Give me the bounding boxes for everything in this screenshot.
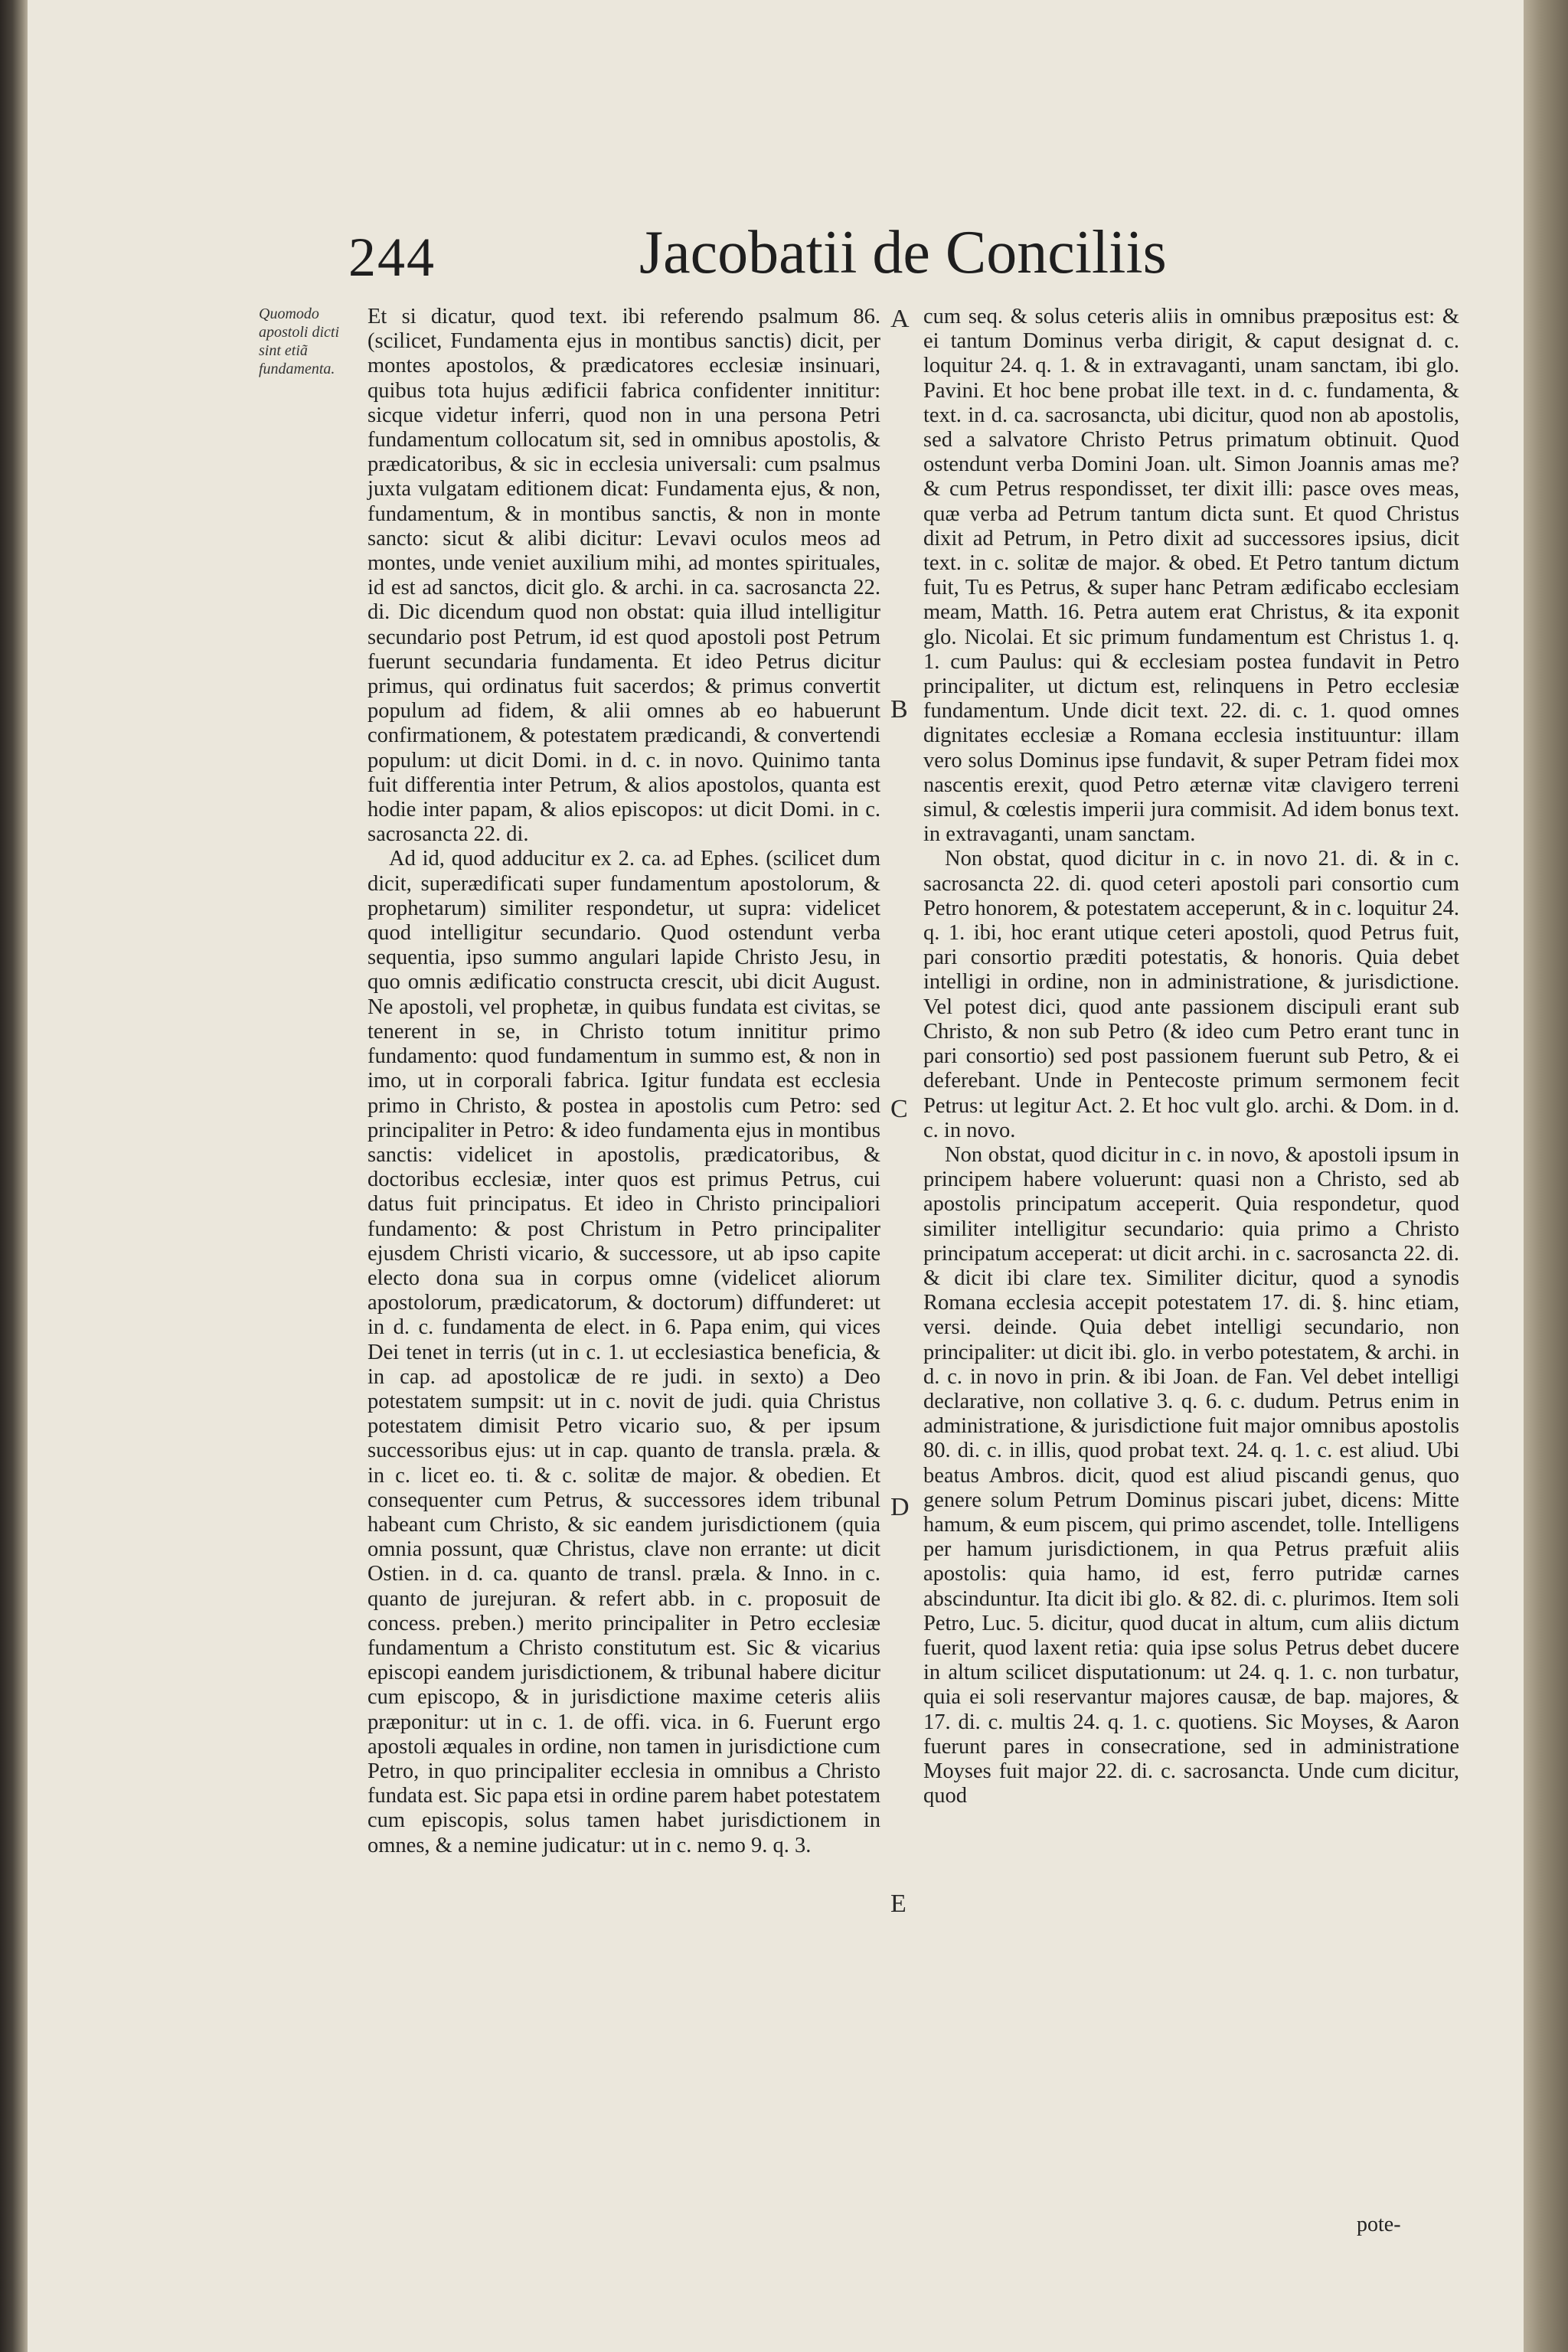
margin-letter-e: E [890,1890,906,1918]
book-spine-shadow [0,0,28,2352]
right-column [923,305,1459,1808]
right-paragraph-1: cum seq. & solus ceteris aliis in omnibus præpositus est: & ei tantum Dominus verba dirigit, & caput designat d. c. loquitur 24. q. 1. & in extravaganti, unam sanctam, ibi glo. Pavini. Et hoc bene probat ille text. in d. c. fundamenta, & text. in d. ca. sacrosancta, ubi dicitur, quod non ab apostolis, sed a salvatore Christo Petrus primatum obtinuit. Quod ostendunt verba Domini Joan. ult. Simon Joannis amas me? & cum Petrus respondisset, ter dixit illi: pasce oves meas, quæ verba ad Petrum tantum dicta sunt. Et quod Christus dixit ad Petrum, in Petro dixit ad successores ipsius, dicit text. in c. solitæ de major. & obed. Et Petro tantum dictum fuit, Tu es Petrus, & super hanc Petram ædificabo ecclesiam meam, Matth. 16. Petra autem erat Christus, & ita exponit glo. Nicolai. Et sic primum fundamentum est Christus 1. q. 1. cum Paulus: qui & ecclesiam postea fundavit in Petro principaliter, ut dictum est, relinquens in Petro ecclesiæ fundamentum. Unde dicit text. 22. di. c. 1. quod omnes dignitates ecclesiæ a Romana ecclesia instituuntur: illam vero solus Dominus ipse fundavit, & super Petram fidei mox nascentis erexit, quod Petro æternæ vitæ clavigero terreni simul, & cœlestis imperii jura commisit. Ad idem bonus text. in extravaganti, unam sanctam. [923,305,1459,847]
page-edge [1524,0,1568,2352]
right-paragraph-2: Non obstat, quod dicitur in c. in novo 21. di. & in c. sacrosancta 22. di. quod ceteri apostoli pari consortio cum Petro honorem, & potestatem acceperunt, & in c. loquitur 24. q. 1. ibi, hoc erant utique ceteri apostoli, quod Petrus fuit, pari consortio præditi potestatis, & honoris. Quia debet intelligi in ordine, non in administratione, & jurisdictione. Vel potest dici, quod ante passionem discipuli erant sub Christo, & non sub Petro (& ideo cum Petro erant tunc in pari consortio) sed post passionem fuerunt sub Petro, & ei deferebant. Unde in Pentecoste primum sermonem fecit Petrus: ut legitur Act. 2. Et hoc vult glo. archi. & Dom. in d. c. in novo. [923,847,1459,1142]
left-paragraph-1: Et si dicatur, quod text. ibi referendo psalmum 86. (scilicet, Fundamenta ejus in montibus sanctis) dicit, per montes apostolos, & prædicatores ecclesiæ insinuari, quibus tota hujus ædificii fabrica confidenter innititur: sicque videtur inferri, quod non in una persona Petri fundamentum collocatum sit, sed in omnibus apostolis, & prædicatoribus, & sic in ecclesia universali: cum psalmus juxta vulgatam editionem dicat: Fundamenta ejus, & non, fundamentum, & in montibus sanctis, & non in monte sancto: sicut & alibi dicitur: Levavi oculos meos ad montes, unde veniet auxilium mihi, ad montes spirituales, id est ad sanctos, dicit glo. & archi. in ca. sacrosancta 22. di. Dic dicendum quod non obstat: quia illud intelligitur secundario post Petrum, id est quod apostoli post Petrum fuerunt secundaria fundamenta. Et ideo Petrus dicitur primus, qui ordinatus fuit sacerdos; & primus convertit populum ad fidem, & alii omnes ab eo habuerunt confirmationem, & potestatem prædicandi, & convertendi populum: ut dicit Domi. in d. c. in novo. Quinimo tanta fuit differentia inter Petrum, & alios apostolos, quanta est hodie inter papam, & alios episcopos: ut dicit Domi. in c. sacrosancta 22. di. [368,305,880,847]
running-head: Jacobatii de Conciliis [639,219,1167,286]
left-column [368,305,880,1858]
right-paragraph-3: Non obstat, quod dicitur in c. in novo, & apostoli ipsum in principem habere voluerunt: quasi non a Christo, sed ab apostolis principatum acceperit. Quia respondetur, quod similiter intelligitur secundario: quia primo a Christo principatum acceperat: ut dicit archi. in c. sacrosancta 22. di. & dicit ibi clare tex. Similiter dicitur, quod a synodis Romana ecclesia accepit potestatem 17. di. §. hinc etiam, versi. deinde. Quia debet intelligi secundario, non principaliter: ut dicit ibi. glo. in verbo potestatem, & archi. in d. c. in novo in prin. & ibi Joan. de Fan. Vel debet intelligi declarative, non collative 3. q. 6. c. dudum. Petrus enim in administratione, & jurisdictione fuit major omnibus apostolis 80. di. c. in illis, quod probat text. 24. q. 1. c. est aliud. Ubi beatus Ambros. dicit, quod est aliud piscandi genus, quo genere solum Petrum Dominus piscari jubet, dicens: Mitte hamum, & eum piscem, qui primo ascendet, tolle. Intelligens per hamum jurisdictionem, in qua Petrus præfuit aliis apostolis: quia hamo, id est, ferro putridæ carnes abscinduntur. Ita dicit ibi glo. & 82. di. c. plurimos. Item soli Petro, Luc. 5. dicitur, quod ducat in altum, cum aliis dictum fuerit, quod laxent retia: quia ipse solus Petrus debet ducere in altum scilicet disputationum: ut 24. q. 1. c. non turbatur, quia ei soli reservantur majores causæ, de bap. majores, & 17. di. c. multis 24. q. 1. c. quotiens. Sic Moyses, & Aaron fuerunt pares in consecratione, sed in administratione Moyses fuit major 22. di. c. sacrosancta. Unde cum dicitur, quod [923,1142,1459,1808]
page-number: 244 [348,227,436,288]
catchword: pote- [1357,2213,1401,2236]
margin-letter-c: C [890,1095,908,1123]
left-paragraph-2: Ad id, quod adducitur ex 2. ca. ad Ephes. (scilicet dum dicit, superædificati super fundamentum apostolorum, & prophetarum) similiter respondetur, ut supra: videlicet quod intelligitur secundario. Quod ostendunt verba sequentia, ipso summo angulari lapide Christo Jesu, in quo omnis ædificatio constructa crescit, ubi dicit August. Ne apostoli, vel prophetæ, in quibus fundata est civitas, se tenerent in se, in Christo totum innititur primo fundamento: quod fundamentum in summo est, & non in imo, ut in corporali fabrica. Igitur fundata est ecclesia primo in Christo, & postea in apostolis cum Petro: sed principaliter in Petro: & ideo fundamenta ejus in montibus sanctis: videlicet in apostolis, prædicatoribus, & doctoribus ecclesiæ, inter quos est primus Petrus, cui datus fuit principatus. Et ideo in Christo principaliori fundamento: & post Christum in Petro principaliter ejusdem Christi vicario, & successore, ut ab ipso capite electo dona sua in corpus omne (videlicet aliorum apostolorum, prædicatorum, & doctorum) diffunderet: ut in d. c. fundamenta de elect. in 6. Papa enim, qui vices Dei tenet in terris (ut in c. 1. ut ecclesiastica beneficia, & in cap. ad apostolicæ de re judi. in sexto) a Deo potestatem sumpsit: ut in c. novit de judi. quia Christus potestatem dimisit Petro vicario suo, & per ipsum successoribus ejus: ut in cap. quanto de transla. præla. & in c. licet eo. ti. & c. solitæ de major. & obedien. Et consequenter cum Petrus, & successores idem tribunal habeant cum Christo, & sic eandem jurisdictionem (quia omnia possunt, quæ Christus, clave non errante: ut dicit Ostien. in d. ca. quanto de transl. præla. & Inno. in c. quanto de jurejuran. & refert abb. in c. proposuit de concess. preben.) merito principaliter in Petro ecclesiæ fundamentum a Christo constitutum est. Sic & vicarius episcopi eandem jurisdictionem, & tribunal habere dicitur cum episcopo, & in jurisdictione maxime ceteris aliis præponitur: ut in c. 1. de offi. vica. in 6. Fuerunt ergo apostoli æquales in ordine, non tamen in jurisdictione cum Petro, in quo principaliter ecclesia in omnibus a Christo fundata est. Sic papa etsi in ordine parem habet potestatem cum episcopis, solus tamen habet jurisdictionem in omnes, & a nemine judicatur: ut in c. nemo 9. q. 3. [368,847,880,1857]
margin-letter-a: A [890,305,910,333]
margin-note: Quomodo apostoli dicti sint etiã fundamenta. [259,305,339,377]
margin-letter-b: B [890,695,908,724]
margin-letter-d: D [890,1493,910,1521]
